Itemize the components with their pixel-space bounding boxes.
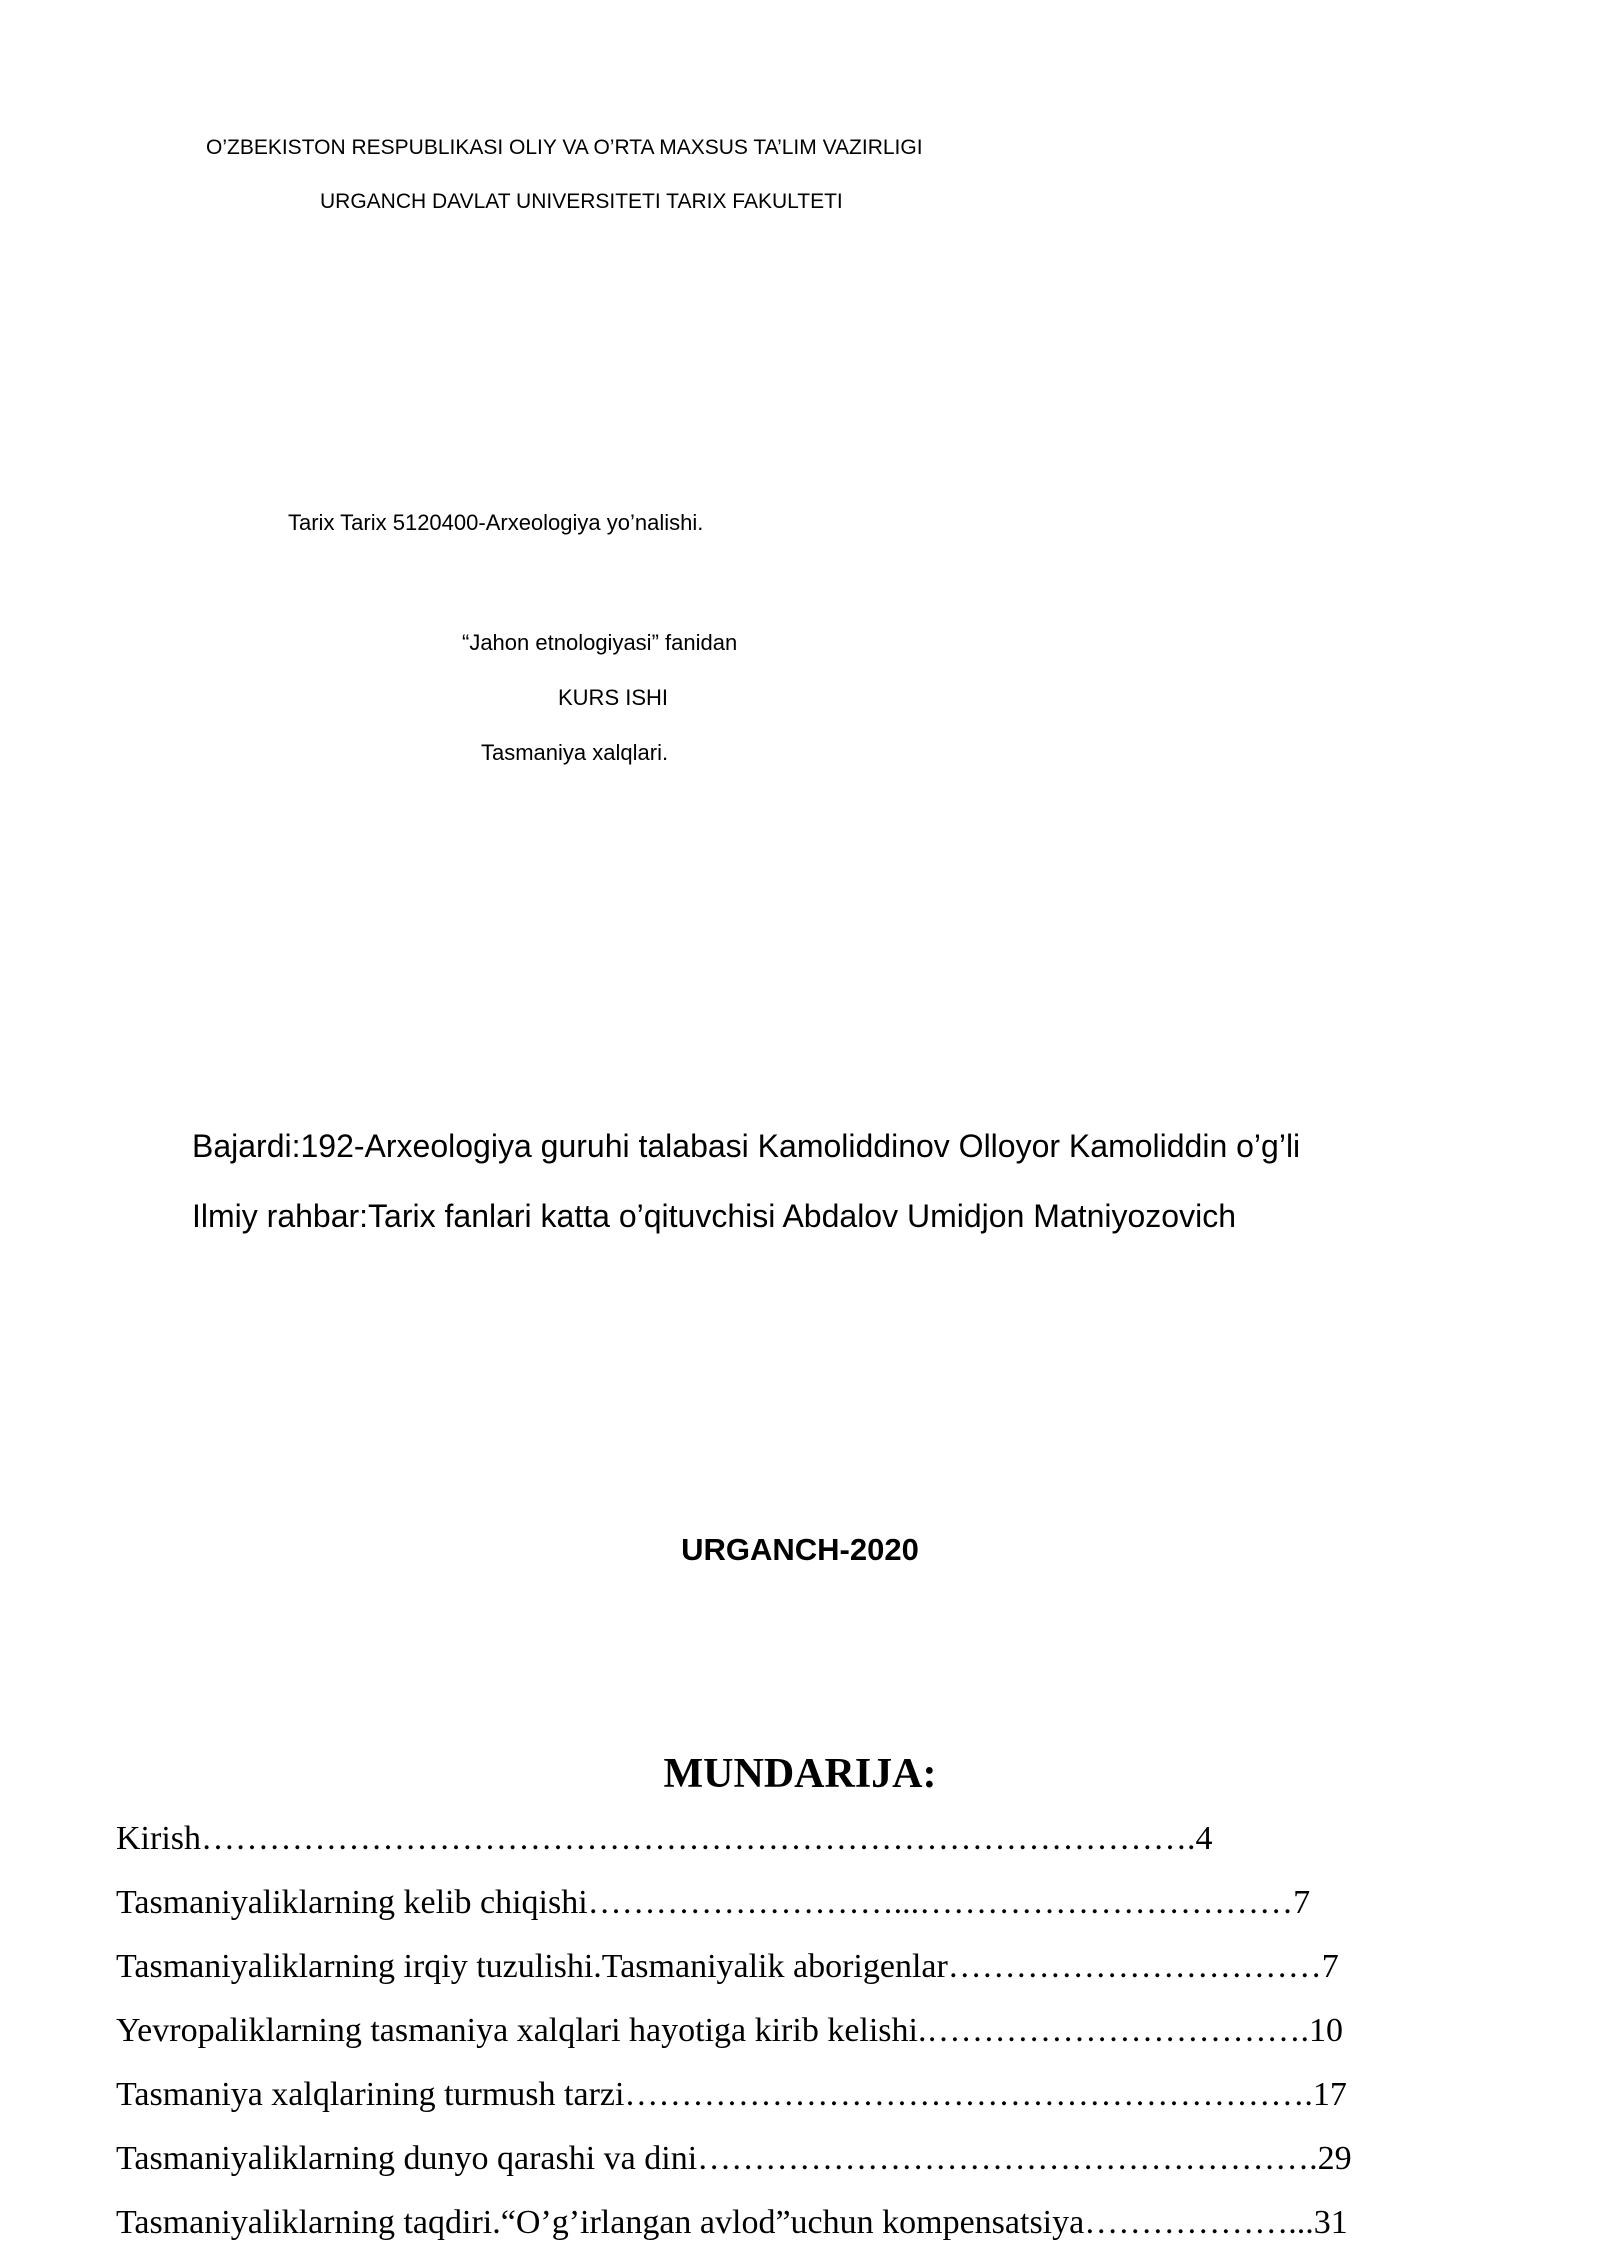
toc-item [116, 1820, 1213, 1858]
supervisor-line: Ilmiy rahbar:Tarix fanlari katta o’qituvchisi Abdalov Umidjon Matniyozovich [192, 1198, 1236, 1234]
toc-item-text: Tasmaniyaliklarning taqdiri.“O’g’irlangan avlod”uchun kompensatsiya………………...31 [116, 2204, 1348, 2241]
topic-line: Tasmaniya xalqlari. [481, 740, 669, 765]
performer-line: Bajardi:192-Arxeologiya guruhi talabasi Kamoliddinov Olloyor Kamoliddin o’g’li [192, 1128, 1301, 1164]
toc-item-text: Tasmaniyaliklarning kelib chiqishi………………………...……………………………7 [116, 1884, 1311, 1921]
work-type-line: KURS ISHI [558, 685, 669, 710]
ministry-heading: O’ZBEKISTON RESPUBLIKASI OLIY VA O’RTA MAXSUS TA’LIM VAZIRLIGI [206, 136, 923, 159]
subject-line: “Jahon etnologiyasi” fanidan [462, 630, 738, 655]
toc-item [116, 1884, 1310, 1922]
toc-item-text: Tasmaniyaliklarning irqiy tuzulishi.Tasmaniyalik aborigenlar……………………………7 [116, 1948, 1339, 1985]
toc-item-text: Tasmaniya xalqlarining turmush tarzi…………………………………………………….17 [116, 2076, 1347, 2113]
toc-item [116, 2140, 1352, 2178]
toc-item [116, 2076, 1347, 2114]
specialty-line: Tarix Tarix 5120400-Arxeologiya yo’nalishi. [288, 510, 704, 535]
toc-item [116, 2204, 1348, 2242]
toc-item-text: Yevropaliklarning tasmaniya xalqlari hayotiga kirib kelishi.…………………………….10 [116, 2012, 1343, 2049]
toc-item [116, 1948, 1339, 1986]
toc-item-text: Tasmaniyaliklarning dunyo qarashi va dini……………………………………………….29 [116, 2140, 1352, 2177]
city-year: URGANCH-2020 [681, 1532, 919, 1567]
toc-title: MUNDARIJA: [663, 1751, 937, 1797]
university-heading: URGANCH DAVLAT UNIVERSITETI TARIX FAKULTETI [320, 190, 843, 213]
toc-item-text: Kirish…………………………………………………………………………….4 [116, 1820, 1213, 1857]
toc-item [116, 2012, 1343, 2050]
